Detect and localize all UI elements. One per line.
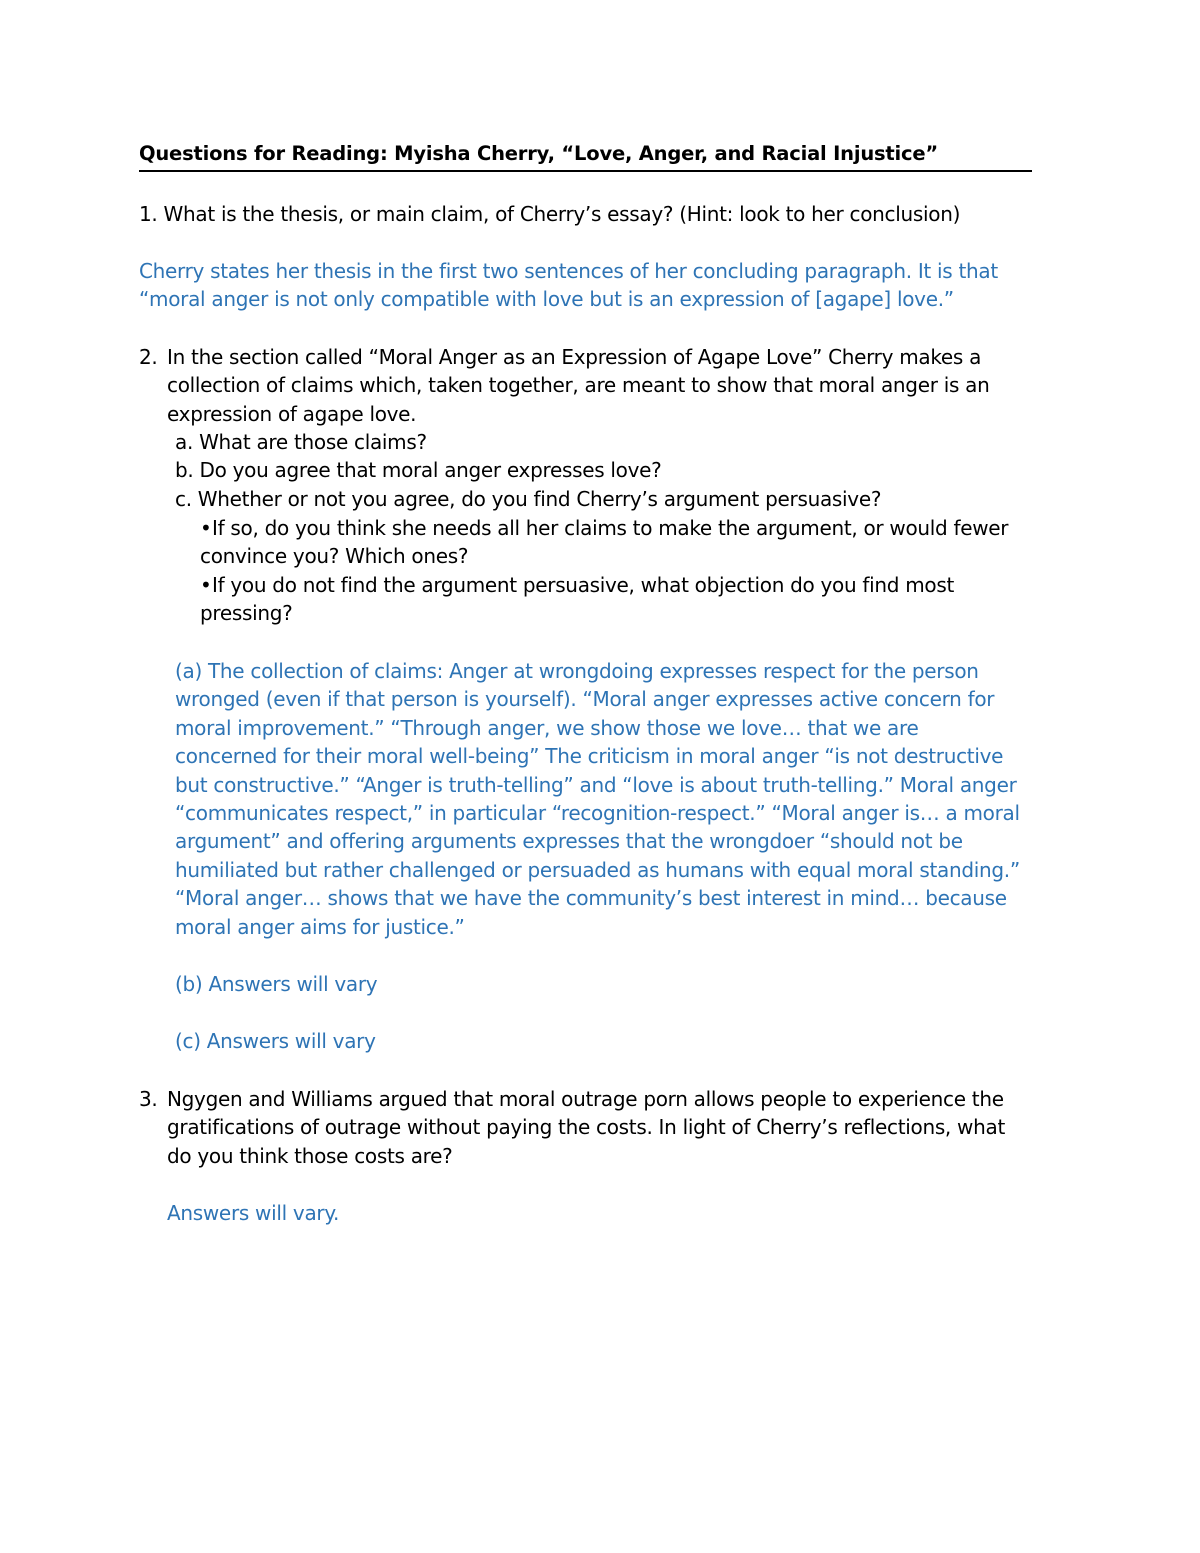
bullet-2-text: If you do not find the argument persuasive, what objection do you find most <box>212 572 955 597</box>
bullet-icon: • <box>200 572 212 597</box>
question-2-number: 2. <box>139 345 158 369</box>
bullet-2-line: pressing? <box>200 601 293 626</box>
answer-2a-line: “communicates respect,” in particular “recognition-respect.” “Moral anger is… a moral <box>175 801 1020 826</box>
bullet-1-line: convince you? Which ones? <box>200 544 469 569</box>
subquestion-c-bullets <box>200 514 1008 628</box>
bullet-icon: • <box>200 516 212 540</box>
question-2-text <box>167 343 989 428</box>
answer-2a-line: moral anger aims for justice.” <box>175 914 465 939</box>
answer-2a-line: “Moral anger… shows that we have the community’s best interest in mind… because <box>175 886 1007 911</box>
answer-2a-line: concerned for their moral well-being” The criticism in moral anger “is not destructive <box>175 744 1004 769</box>
answer-2a-line: moral improvement.” “Through anger, we show those we love… that we are <box>175 715 919 740</box>
answer-2a <box>175 657 1020 941</box>
question-3-line: Ngygen and Williams argued that moral outrage porn allows people to experience the <box>167 1087 1004 1111</box>
answer-2a-line: but constructive.” “Anger is truth-telling” and “love is about truth-telling.” Moral anger <box>175 772 1017 797</box>
answer-2a-line: argument” and offering arguments expresses that the wrongdoer “should not be <box>175 829 963 854</box>
answer-2b: (b) Answers will vary <box>175 972 378 996</box>
question-2-line: collection of claims which, taken together, are meant to show that moral anger is an <box>167 373 990 398</box>
question-1-text: What is the thesis, or main claim, of Cherry’s essay? (Hint: look to her conclusion) <box>163 202 961 226</box>
answer-3: Answers will vary. <box>167 1201 340 1225</box>
question-3-line: do you think those costs are? <box>167 1143 453 1168</box>
answer-1-line: Cherry states her thesis in the first two sentences of her concluding paragraph. It is that <box>139 259 998 283</box>
answer-2a-line: humiliated but rather challenged or persuaded as humans with equal moral standing.” <box>175 857 1020 882</box>
answer-2a-line: (a) The collection of claims: Anger at wrongdoing expresses respect for the person <box>175 659 979 683</box>
question-3-number: 3. <box>139 1087 158 1111</box>
bullet-1-text: If so, do you think she needs all her claims to make the argument, or would fewer <box>212 516 1009 540</box>
question-2-line: expression of agape love. <box>167 401 417 426</box>
answer-1 <box>139 257 998 314</box>
bullet-1-line <box>200 514 1008 542</box>
question-2-subparts <box>175 428 881 513</box>
question-3-text <box>167 1085 1005 1170</box>
answer-1-line: “moral anger is not only compatible with love but is an expression of [agape] love.” <box>139 287 954 312</box>
answer-2c: (c) Answers will vary <box>175 1029 376 1053</box>
subquestion-b: b. Do you agree that moral anger expresses love? <box>175 458 662 483</box>
page-title: Questions for Reading: Myisha Cherry, “Love, Anger, and Racial Injustice” <box>139 140 1032 172</box>
question-3-line: gratifications of outrage without paying the costs. In light of Cherry’s reflections, what <box>167 1115 1005 1140</box>
subquestion-a: a. What are those claims? <box>175 430 427 454</box>
bullet-2-line <box>200 571 1008 599</box>
subquestion-c: c. Whether or not you agree, do you find Cherry’s argument persuasive? <box>175 486 882 511</box>
question-1 <box>139 200 960 228</box>
question-1-number: 1. <box>139 202 158 226</box>
question-2-line: In the section called “Moral Anger as an Expression of Agape Love” Cherry makes a <box>167 345 982 369</box>
answer-2a-line: wronged (even if that person is yourself). “Moral anger expresses active concern for <box>175 687 995 712</box>
